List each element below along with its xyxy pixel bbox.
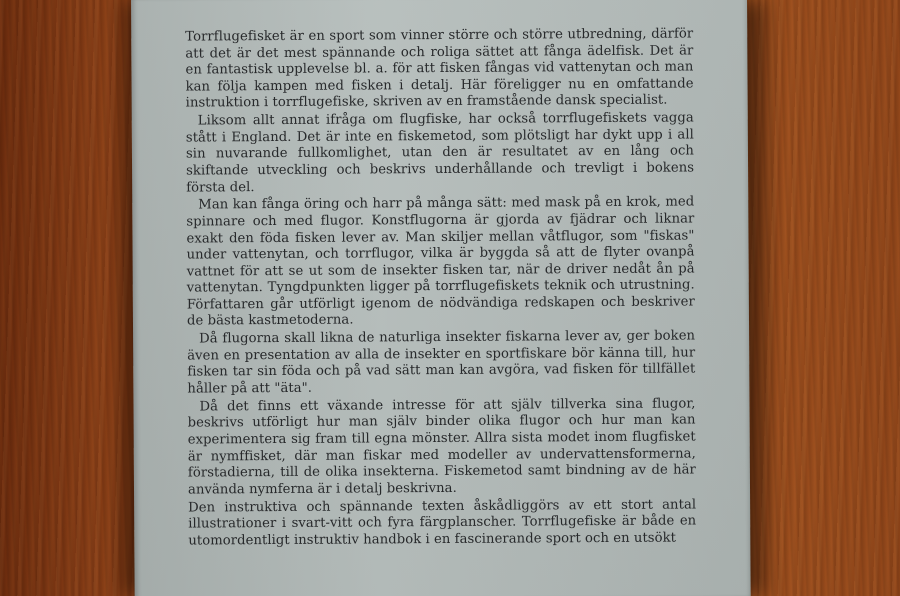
blurb-paragraph: Då det finns ett växande intresse för att själv tillverka sina flugor, beskrivs utförligt hur man själv binder olika flugor och hur man kan experimentera sig fram till egna mönster. Allra sista modet inom flugfisket är nymffisket, där man fiskar med modeller av undervattensformerna, förstadierna, till de olika insekterna. Fiskemetod samt bindning av de här använda nymferna är i detalj beskrivna.: [187, 396, 696, 498]
blurb-text: [185, 26, 696, 551]
blurb-paragraph: Då flugorna skall likna de naturliga insekter fiskarna lever av, ger boken även en presentation av alla de insekter en sportfiskare bör känna till, hur fisken tar sin föda och på vad sätt man kan avgöra, vad fisken för tillfället håller på att "äta".: [187, 328, 696, 397]
blurb-paragraph: Liksom allt annat ifråga om flugfiske, har också torrflugefiskets vagga stått i England. Det är inte en fiskemetod, som plötsligt har dykt upp i all sin nuvarande fullkomlighet, utan den är resultatet av en lång och skiftande utveckling och beskrivs underhållande och trevligt i bokens första del.: [185, 110, 695, 196]
blurb-paragraph: Torrflugefisket är en sport som vinner större och större utbredning, därför att det är det mest spännande och roliga sättet att fånga ädelfisk. Det är en fantastisk upplevelse bl. a. för att fisken fångas vid vattenytan och man kan följa kampen med fisken i detalj. Här föreligger nu en omfattande instruktion i torrflugefiske, skriven av en framstående dansk specialist.: [185, 26, 694, 111]
blurb-paragraph: Man kan fånga öring och harr på många sätt: med mask på en krok, med spinnare och med flugor. Konstflugorna är gjorda av fjädrar och liknar exakt den föda fisken lever av. Man skiljer mellan våtflugor, som "fiskas" under vattenytan, och torrflugor, vilka är byggda så att de flyter ovanpå vattnet för att se ut som de insekter fisken tar, när de driver nedåt ån på vattenytan. Tyngdpunkten ligger på torrflugefiskets teknik och utrustning. Författaren går utförligt igenom de nödvändiga redskapen och beskriver de bästa kastmetoderna.: [186, 194, 695, 330]
blurb-paragraph: Den instruktiva och spännande texten åskådliggörs av ett stort antal illustrationer i svart-vitt och fyra färgplanscher. Torrflugefiske är både en utomordentligt instruktiv handbok i en fascinerande sport och en utsökt: [188, 497, 697, 549]
book-back-cover: [131, 0, 751, 596]
